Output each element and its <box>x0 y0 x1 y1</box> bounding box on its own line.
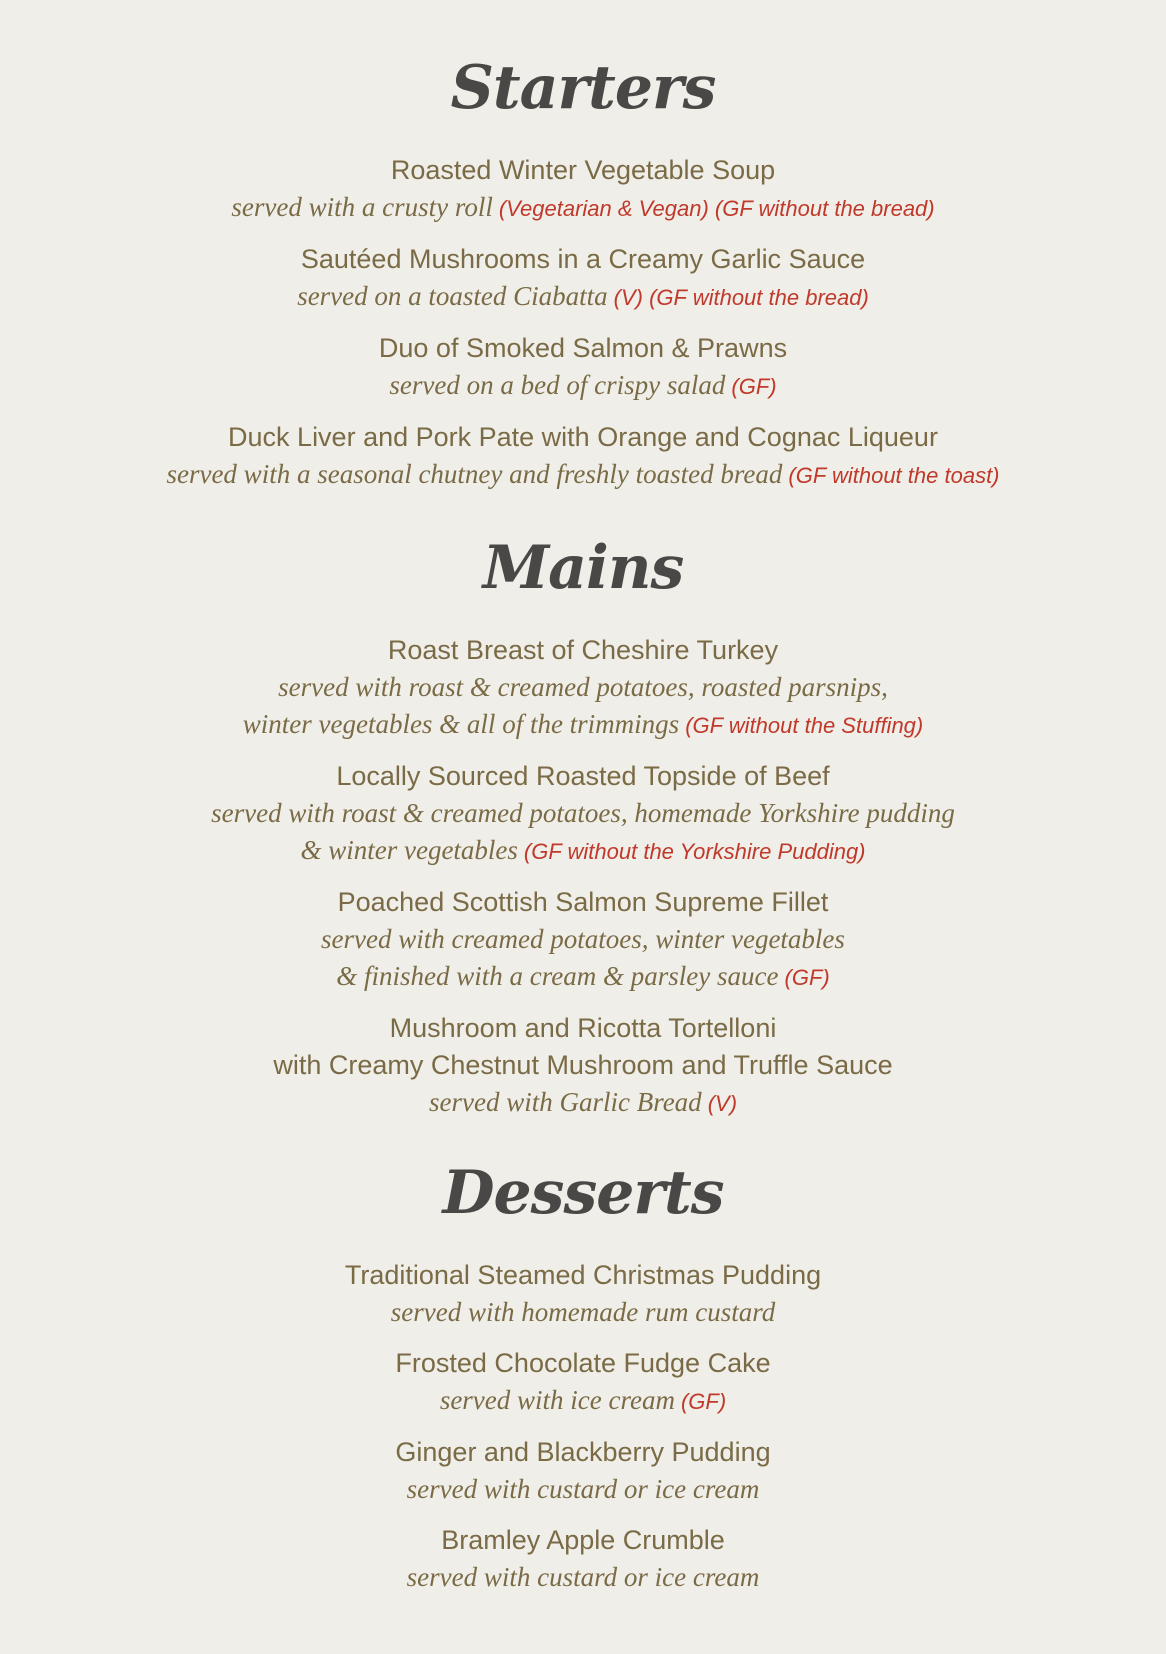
item-description: served with Garlic Bread (V) <box>428 1087 738 1117</box>
menu-item <box>0 1522 1166 1596</box>
desserts-heading: Desserts <box>442 1158 724 1228</box>
item-description: served with roast & creamed potatoes, roasted parsnips, <box>278 672 888 702</box>
item-description: served with ice cream (GF) <box>439 1385 727 1415</box>
item-description: served with custard or ice cream <box>406 1562 760 1592</box>
item-description: served with a crusty roll (Vegetarian & Vegan) (GF without the bread) <box>231 192 935 222</box>
dietary-note: (GF) <box>680 1389 727 1414</box>
item-name: Bramley Apple Crumble <box>441 1525 725 1555</box>
menu-item <box>0 1257 1166 1331</box>
menu-item <box>0 1434 1166 1508</box>
item-description: served with homemade rum custard <box>390 1297 776 1327</box>
item-description: served with custard or ice cream <box>406 1474 760 1504</box>
item-name: Frosted Chocolate Fudge Cake <box>395 1348 771 1378</box>
menu-item <box>0 632 1166 744</box>
menu-item <box>0 241 1166 316</box>
menu-item <box>0 152 1166 227</box>
item-name: Sautéed Mushrooms in a Creamy Garlic Sauce <box>300 244 866 274</box>
item-name: Locally Sourced Roasted Topside of Beef <box>336 761 830 791</box>
menu-item <box>0 419 1166 494</box>
item-description: & winter vegetables (GF without the Yorkshire Pudding) <box>300 835 866 865</box>
dietary-note: (GF) <box>784 965 830 990</box>
item-name: Roasted Winter Vegetable Soup <box>390 155 776 185</box>
item-description: winter vegetables & all of the trimmings (GF without the Stuffing) <box>242 709 924 739</box>
menu-item <box>0 884 1166 996</box>
menu-item <box>0 330 1166 405</box>
dietary-note: (V) <box>707 1091 738 1116</box>
menu-item <box>0 1010 1166 1122</box>
item-name: Duo of Smoked Salmon & Prawns <box>378 333 788 363</box>
item-name: Ginger and Blackberry Pudding <box>395 1437 771 1467</box>
dietary-note: (GF without the Yorkshire Pudding) <box>523 839 866 864</box>
item-description: served with a seasonal chutney and freshly toasted bread (GF without the toast) <box>166 459 1000 489</box>
item-name: Mushroom and Ricotta Tortelloni <box>389 1013 777 1043</box>
item-name: Traditional Steamed Christmas Pudding <box>344 1260 822 1290</box>
desserts-section <box>0 1157 1166 1596</box>
mains-section <box>0 532 1166 1122</box>
item-description: served on a toasted Ciabatta (V) (GF without the bread) <box>297 281 869 311</box>
menu-item <box>0 758 1166 870</box>
item-description: served with creamed potatoes, winter vegetables <box>321 924 845 954</box>
starters-section <box>0 52 1166 494</box>
item-description: served with roast & creamed potatoes, homemade Yorkshire pudding <box>211 798 955 828</box>
item-name: Roast Breast of Cheshire Turkey <box>387 635 779 665</box>
item-name-line2: with Creamy Chestnut Mushroom and Truffle Sauce <box>273 1050 893 1080</box>
dietary-note: (GF) <box>731 374 777 399</box>
dietary-note: (GF without the Stuffing) <box>685 713 924 738</box>
item-name: Poached Scottish Salmon Supreme Fillet <box>337 887 829 917</box>
item-name: Duck Liver and Pork Pate with Orange and Cognac Liqueur <box>228 422 938 452</box>
dietary-note: (Vegetarian & Vegan) (GF without the bread) <box>498 196 935 221</box>
starters-heading: Starters <box>450 53 716 123</box>
menu-item <box>0 1345 1166 1420</box>
mains-heading: Mains <box>482 533 684 603</box>
dietary-note: (GF without the toast) <box>788 463 1000 488</box>
dietary-note: (V) (GF without the bread) <box>613 285 869 310</box>
item-description: & finished with a cream & parsley sauce (GF) <box>336 961 830 991</box>
item-description: served on a bed of crispy salad (GF) <box>389 370 777 400</box>
